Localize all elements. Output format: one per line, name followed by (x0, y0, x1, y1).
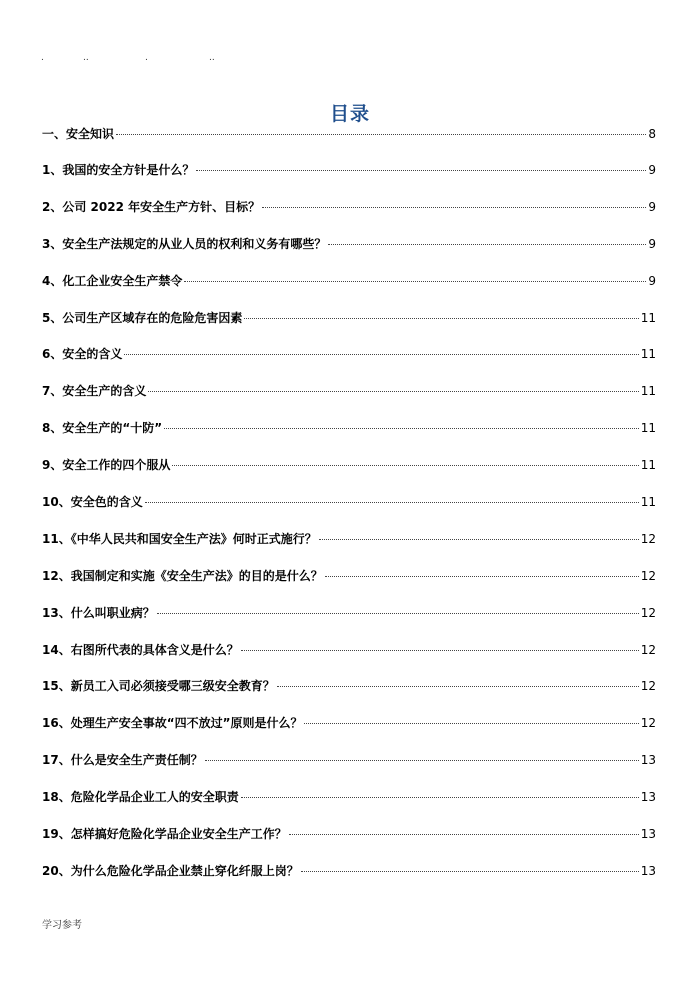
toc-entry-text: 4、化工企业安全生产禁令 (42, 273, 183, 288)
toc-dot-leader (325, 576, 639, 577)
toc-page-number: 13 (640, 863, 656, 878)
toc-entry-text: 2、公司 2022 年安全生产方针、目标？ (42, 199, 261, 214)
toc-entry[interactable] (42, 124, 656, 160)
toc-entry-text: 5、公司生产区域存在的危险危害因素 (42, 310, 243, 325)
toc-dot-leader (172, 465, 638, 466)
toc-entry[interactable] (42, 308, 656, 345)
toc-dot-leader (304, 723, 638, 724)
toc-dot-leader (164, 428, 639, 429)
toc-entry-text: 15、新员工入司必须接受哪三级安全教育？ (42, 679, 275, 694)
toc-entry[interactable] (42, 234, 656, 271)
toc-page-number: 12 (640, 531, 656, 546)
toc-entry[interactable] (42, 640, 656, 677)
header-mark: .. (209, 53, 215, 63)
toc-page-number: 13 (640, 827, 656, 842)
toc-entry-text: 3、安全生产法规定的从业人员的权利和义务有哪些？ (42, 236, 327, 251)
toc-entry[interactable] (42, 566, 656, 603)
toc-entry-text: 20、为什么危险化学品企业禁止穿化纤服上岗？ (42, 863, 299, 878)
toc-entry[interactable] (42, 455, 656, 492)
toc-dot-leader (205, 760, 639, 761)
toc-page-number: 9 (648, 236, 656, 251)
toc-entry-text: 19、怎样搞好危险化学品企业安全生产工作？ (42, 827, 287, 842)
toc-entry-text: 9、安全工作的四个服从 (42, 458, 171, 473)
header-mark: .. (83, 53, 89, 63)
toc-page-number: 11 (640, 421, 656, 436)
page-footer: 学习参考 (42, 920, 82, 931)
header-marks (41, 54, 241, 66)
toc-entry[interactable] (42, 344, 656, 381)
toc-page-number: 11 (640, 310, 656, 325)
toc-page-number: 13 (640, 753, 656, 768)
toc-page-number: 11 (640, 384, 656, 399)
header-mark: . (41, 53, 44, 63)
toc-page-number: 11 (640, 347, 656, 362)
toc-dot-leader (157, 613, 639, 614)
toc-entry-text: 17、什么是安全生产责任制？ (42, 753, 203, 768)
page-title: 目录 (329, 102, 370, 125)
toc-page-number: 12 (640, 679, 656, 694)
toc-entry-text: 11、《中华人民共和国安全生产法》何时正式施行？ (42, 531, 317, 546)
toc-page-number: 11 (640, 458, 656, 473)
toc-entry-text: 10、安全色的含义 (42, 495, 143, 510)
table-of-contents (42, 124, 656, 898)
toc-dot-leader (289, 834, 639, 835)
toc-dot-leader (277, 686, 639, 687)
toc-entry-text: 一、安全知识 (42, 127, 115, 141)
toc-dot-leader (196, 170, 646, 171)
toc-dot-leader (301, 871, 639, 872)
toc-page-number: 12 (640, 568, 656, 583)
toc-dot-leader (116, 134, 646, 135)
toc-entry-text: 8、安全生产的“十防” (42, 421, 163, 436)
toc-entry[interactable] (42, 492, 656, 529)
toc-dot-leader (145, 502, 639, 503)
toc-entry-text: 16、处理生产安全事故“四不放过”原则是什么？ (42, 716, 303, 731)
toc-entry[interactable] (42, 861, 656, 898)
toc-entry[interactable] (42, 381, 656, 418)
toc-entry[interactable] (42, 529, 656, 566)
toc-dot-leader (319, 539, 639, 540)
toc-dot-leader (184, 281, 646, 282)
toc-entry-text: 14、右图所代表的具体含义是什么？ (42, 642, 239, 657)
toc-entry[interactable] (42, 197, 656, 234)
toc-dot-leader (148, 391, 638, 392)
toc-dot-leader (241, 797, 639, 798)
toc-entry-text: 6、安全的含义 (42, 347, 123, 362)
toc-entry[interactable] (42, 160, 656, 197)
toc-dot-leader (244, 318, 638, 319)
toc-entry[interactable] (42, 676, 656, 713)
toc-page-number: 9 (648, 273, 656, 288)
toc-entry-text: 1、我国的安全方针是什么？ (42, 163, 195, 177)
toc-page-number: 9 (648, 163, 656, 177)
toc-entry[interactable] (42, 271, 656, 308)
toc-entry-text: 7、安全生产的含义 (42, 384, 147, 399)
toc-entry[interactable] (42, 787, 656, 824)
toc-dot-leader (124, 354, 638, 355)
toc-page-number: 9 (648, 199, 656, 214)
toc-dot-leader (241, 650, 639, 651)
toc-entry[interactable] (42, 824, 656, 861)
toc-entry[interactable] (42, 713, 656, 750)
header-mark: . (145, 53, 148, 63)
toc-dot-leader (262, 207, 646, 208)
toc-entry-text: 18、危险化学品企业工人的安全职责 (42, 790, 239, 805)
toc-dot-leader (328, 244, 646, 245)
toc-entry-text: 12、我国制定和实施《安全生产法》的目的是什么？ (42, 568, 323, 583)
toc-entry-text: 13、什么叫职业病？ (42, 605, 155, 620)
toc-page-number: 12 (640, 605, 656, 620)
toc-entry[interactable] (42, 418, 656, 455)
toc-page-number: 8 (648, 127, 656, 141)
toc-page-number: 11 (640, 495, 656, 510)
toc-page-number: 12 (640, 642, 656, 657)
toc-entry[interactable] (42, 750, 656, 787)
toc-page-number: 13 (640, 790, 656, 805)
toc-entry[interactable] (42, 603, 656, 640)
toc-page-number: 12 (640, 716, 656, 731)
